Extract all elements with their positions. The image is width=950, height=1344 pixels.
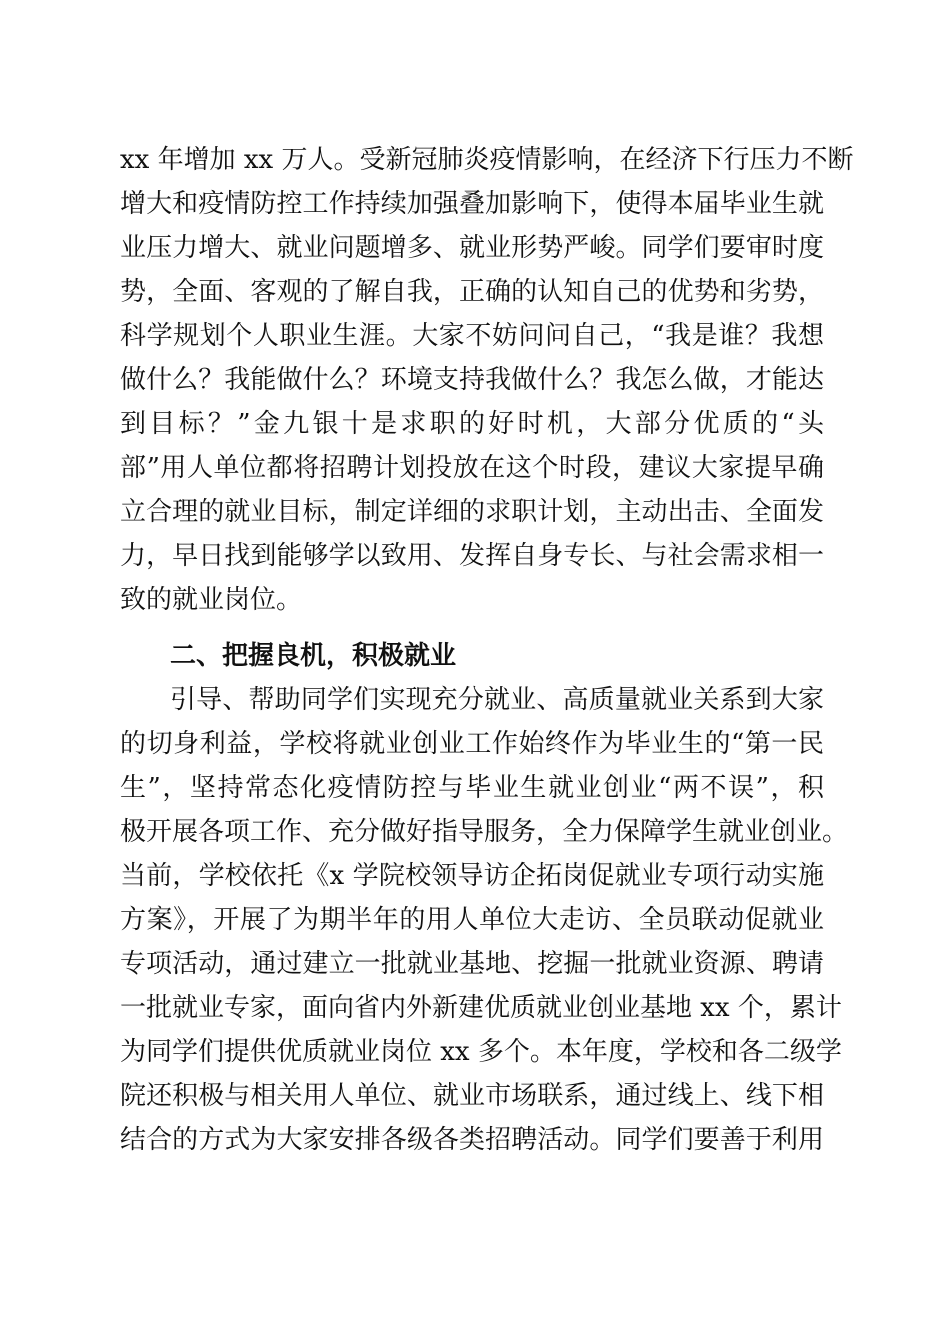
paragraph-2-line-7: 专项活动，通过建立一批就业基地、挖掘一批就业资源、聘请 [120,949,824,979]
paragraph-1-line-1: xx 年增加 xx 万人。受新冠肺炎疫情影响，在经济下行压力不断 [120,145,854,175]
paragraph-1-line-2: 增大和疫情防控工作持续加强叠加影响下，使得本届毕业生就 [120,189,824,219]
paragraph-2-line-5: 当前，学校依托《x 学院校领导访企拓岗促就业专项行动实施 [120,861,824,891]
paragraph-1-line-8: 部”用人单位都将招聘计划投放在这个时段，建议大家提早确 [120,453,824,483]
paragraph-1-line-5: 科学规划个人职业生涯。大家不妨问问自己，“我是谁？我想 [120,321,824,351]
paragraph-2-line-2: 的切身利益，学校将就业创业工作始终作为毕业生的“第一民 [120,729,824,759]
paragraph-2-line-4: 极开展各项工作、充分做好指导服务，全力保障学生就业创业。 [120,817,849,847]
paragraph-2-line-11: 结合的方式为大家安排各级各类招聘活动。同学们要善于利用 [120,1125,824,1155]
paragraph-2-line-8: 一批就业专家，面向省内外新建优质就业创业基地 xx 个，累计 [120,993,842,1023]
paragraph-1-line-7: 到目标？”金九银十是求职的好时机，大部分优质的“头 [120,409,824,439]
paragraph-1-line-9: 立合理的就业目标，制定详细的求职计划，主动出击、全面发 [120,497,824,527]
paragraph-2-line-6: 方案》，开展了为期半年的用人单位大走访、全员联动促就业 [120,905,824,935]
paragraph-1-line-4: 势，全面、客观的了解自我，正确的认知自己的优势和劣势， [120,277,824,307]
paragraph-1-line-11: 致的就业岗位。 [120,585,303,615]
paragraph-1-line-10: 力，早日找到能够学以致用、发挥自身专长、与社会需求相一 [120,541,824,571]
paragraph-2-line-3: 生”，坚持常态化疫情防控与毕业生就业创业“两不误”，积 [120,773,824,803]
paragraph-1-line-3: 业压力增大、就业问题增多、就业形势严峻。同学们要审时度 [120,233,824,263]
paragraph-2-line-10: 院还积极与相关用人单位、就业市场联系，通过线上、线下相 [120,1081,824,1111]
paragraph-2-line-9: 为同学们提供优质就业岗位 xx 多个。本年度，学校和各二级学 [120,1037,842,1067]
paragraph-2-line-1: 引导、帮助同学们实现充分就业、高质量就业关系到大家 [170,685,824,715]
section-heading: 二、把握良机，积极就业 [170,641,457,671]
paragraph-1-line-6: 做什么？我能做什么？环境支持我做什么？我怎么做，才能达 [120,365,824,395]
